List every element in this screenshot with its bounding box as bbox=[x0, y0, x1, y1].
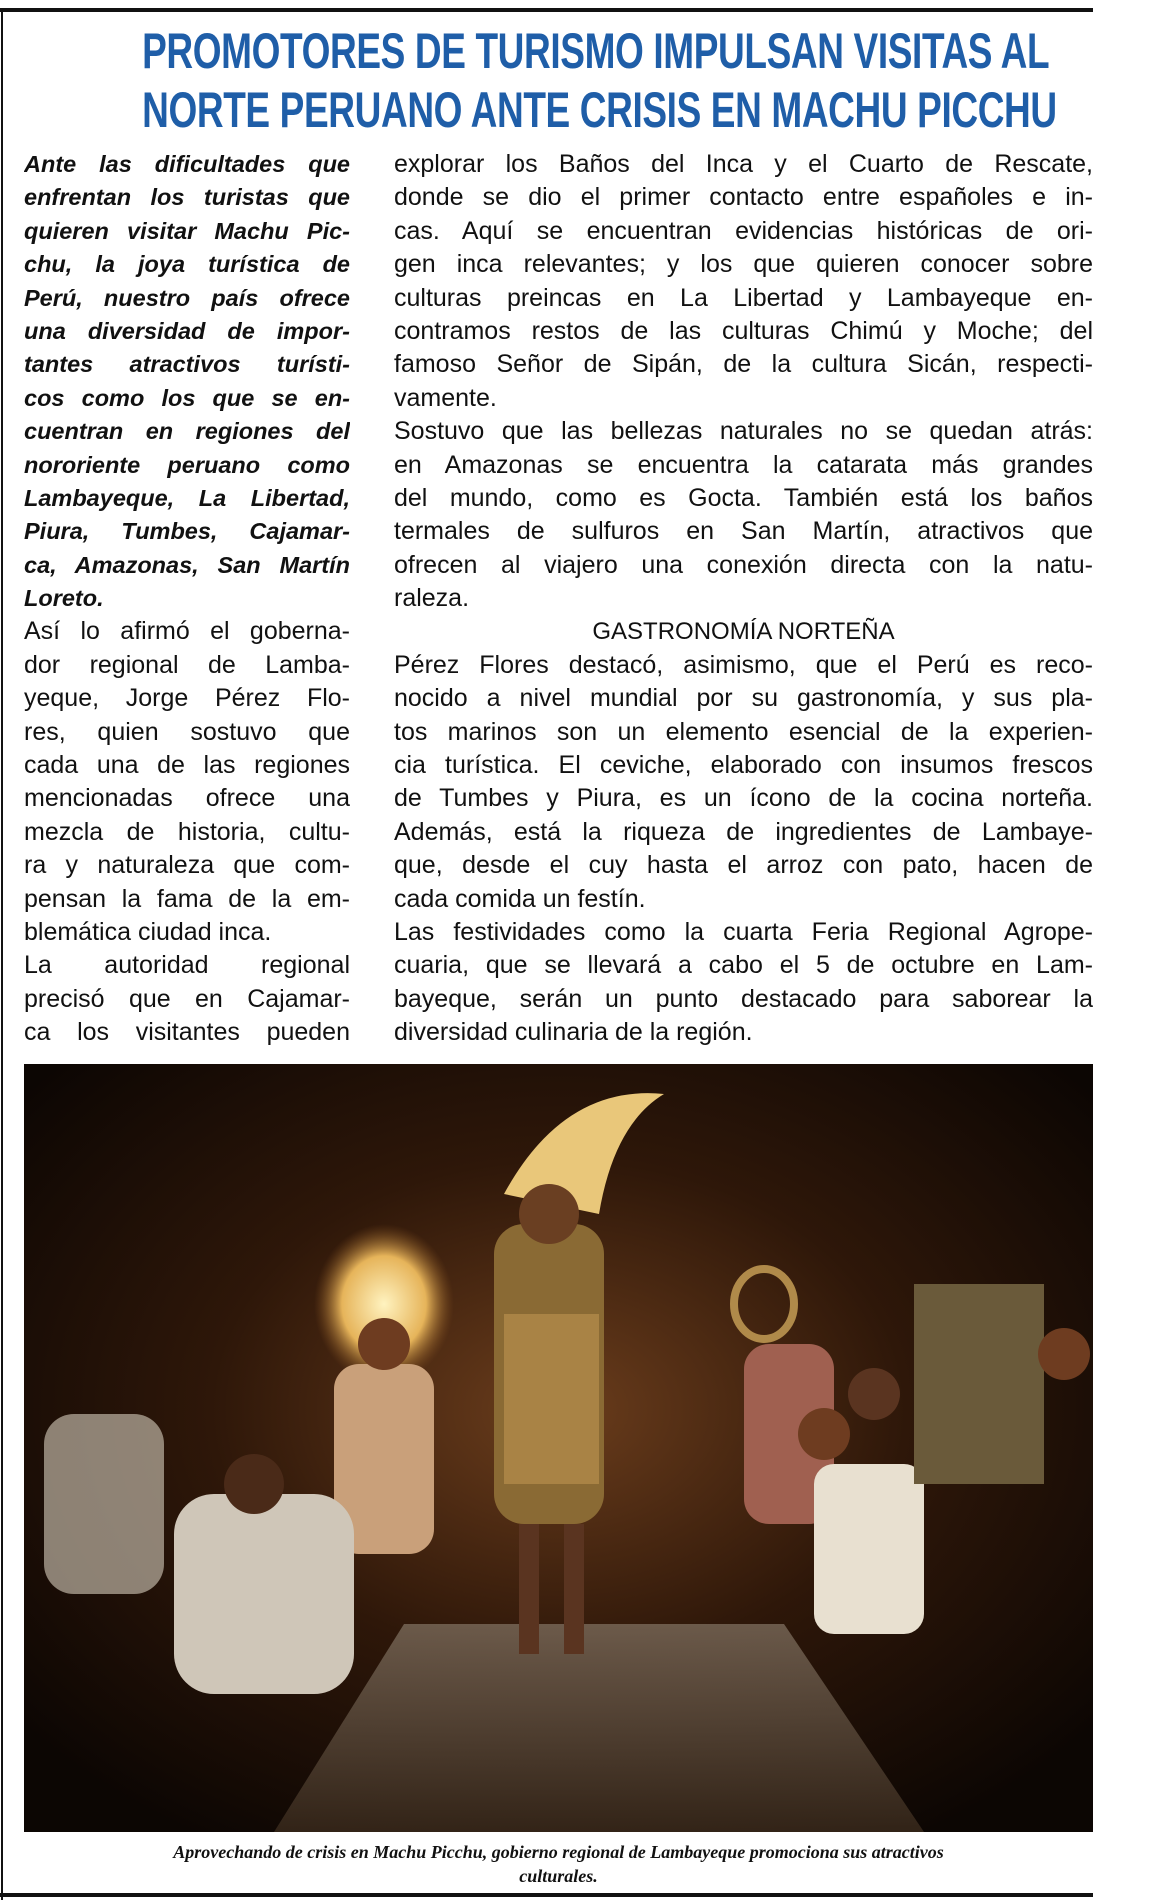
bottom-rule bbox=[0, 1893, 1093, 1897]
text-line: gen inca relevantes; y los que quieren conocer sobre bbox=[394, 250, 1093, 279]
text-line: Ante las dificultades que bbox=[24, 151, 350, 177]
text-line: cada comida un festín. bbox=[394, 884, 646, 913]
text-line: La autoridad regional bbox=[24, 951, 350, 980]
text-line: ca los visitantes pueden bbox=[24, 1018, 350, 1047]
text-line: Loreto. bbox=[24, 585, 104, 612]
headline-line-2: NORTE PERUANO ANTE CRISIS EN MACHU PICCHU bbox=[142, 82, 1057, 138]
section-heading: GASTRONOMÍA NORTEÑA bbox=[592, 618, 895, 646]
left-border bbox=[1, 8, 3, 1900]
text-line: nororiente peruano como bbox=[24, 451, 350, 478]
text-line: Así lo afirmó el goberna- bbox=[24, 617, 350, 646]
text-line: ra y naturaleza que com- bbox=[24, 851, 350, 880]
text-line: pensan la fama de la em- bbox=[24, 884, 350, 913]
text-line: ofrecen al viajero una conexión directa con la natu- bbox=[394, 550, 1093, 579]
text-line: enfrentan los turistas que bbox=[24, 184, 350, 211]
headline bbox=[0, 22, 1093, 140]
text-line: termales de sulfuros en San Martín, atractivos que bbox=[394, 517, 1093, 546]
text-line: contramos restos de las culturas Chimú y Moche; del bbox=[394, 316, 1093, 345]
text-line: en Amazonas se encuentra la catarata más grandes bbox=[394, 450, 1093, 479]
text-line: culturas preincas en La Libertad y Lambayeque en- bbox=[394, 283, 1093, 312]
text-line: bayeque, serán un punto destacado para saborear la bbox=[394, 984, 1093, 1013]
text-line: blemática ciudad inca. bbox=[24, 917, 272, 946]
right-column bbox=[394, 148, 1093, 1050]
caption-line-1: Aprovechando de crisis en Machu Picchu, gobierno regional de Lambayeque promociona sus atractivos bbox=[173, 1842, 944, 1862]
caption-line-2: culturales. bbox=[519, 1866, 598, 1886]
text-line: Lambayeque, La Libertad, bbox=[24, 484, 350, 511]
text-line: ca, Amazonas, San Martín bbox=[24, 551, 350, 578]
text-line: Pérez Flores destacó, asimismo, que el Perú es reco- bbox=[394, 650, 1093, 679]
left-column bbox=[24, 148, 350, 1050]
text-line: res, quien sostuvo que bbox=[24, 717, 350, 746]
text-line: famoso Señor de Sipán, de la cultura Sicán, respecti- bbox=[394, 350, 1093, 379]
text-line: cuentran en regiones del bbox=[24, 418, 350, 445]
text-line: nocido a nivel mundial por su gastronomía, y sus pla- bbox=[394, 684, 1093, 713]
text-line: Sostuvo que las bellezas naturales no se quedan atrás: bbox=[394, 417, 1093, 446]
text-line: tantes atractivos turísti- bbox=[24, 351, 350, 378]
photo-caption bbox=[24, 1840, 1093, 1888]
text-line: dor regional de Lamba- bbox=[24, 650, 350, 679]
text-line: diversidad culinaria de la región. bbox=[394, 1018, 753, 1047]
text-line: quieren visitar Machu Pic- bbox=[24, 217, 350, 244]
text-line: Piura, Tumbes, Cajamar- bbox=[24, 518, 350, 545]
text-line: explorar los Baños del Inca y el Cuarto de Rescate, bbox=[394, 150, 1093, 178]
text-line: vamente. bbox=[394, 383, 497, 412]
text-line: yeque, Jorge Pérez Flo- bbox=[24, 684, 350, 713]
text-line: Las festividades como la cuarta Feria Regional Agrope- bbox=[394, 917, 1093, 946]
text-line: raleza. bbox=[394, 584, 470, 613]
text-line: del mundo, como es Gocta. También está los baños bbox=[394, 483, 1093, 512]
text-line: mezcla de historia, cultu- bbox=[24, 817, 350, 846]
top-rule bbox=[0, 8, 1093, 12]
text-line: que, desde el cuy hasta el arroz con pato, hacen de bbox=[394, 851, 1093, 880]
text-line: Además, está la riqueza de ingredientes de Lambaye- bbox=[394, 817, 1093, 846]
text-line: cia turística. El ceviche, elaborado con insumos frescos bbox=[394, 751, 1093, 780]
text-line: chu, la joya turística de bbox=[24, 251, 350, 278]
text-line: cuaria, que se llevará a cabo el 5 de octubre en Lam- bbox=[394, 951, 1093, 980]
text-line: de Tumbes y Piura, es un ícono de la cocina norteña. bbox=[394, 784, 1093, 813]
text-line: cada una de las regiones bbox=[24, 751, 350, 780]
text-line: tos marinos son un elemento esencial de la experien- bbox=[394, 717, 1093, 746]
text-line: una diversidad de impor- bbox=[24, 317, 350, 344]
headline-line-1: PROMOTORES DE TURISMO IMPULSAN VISITAS AL bbox=[142, 23, 1050, 79]
text-line: Perú, nuestro país ofrece bbox=[24, 284, 350, 311]
text-line: precisó que en Cajamar- bbox=[24, 984, 350, 1013]
text-line: cas. Aquí se encuentran evidencias históricas de ori- bbox=[394, 216, 1093, 245]
museum-diorama-photo bbox=[24, 1064, 1093, 1832]
text-line: mencionadas ofrece una bbox=[24, 784, 350, 813]
text-line: cos como los que se en- bbox=[24, 384, 350, 411]
text-line: donde se dio el primer contacto entre españoles e in- bbox=[394, 183, 1093, 212]
